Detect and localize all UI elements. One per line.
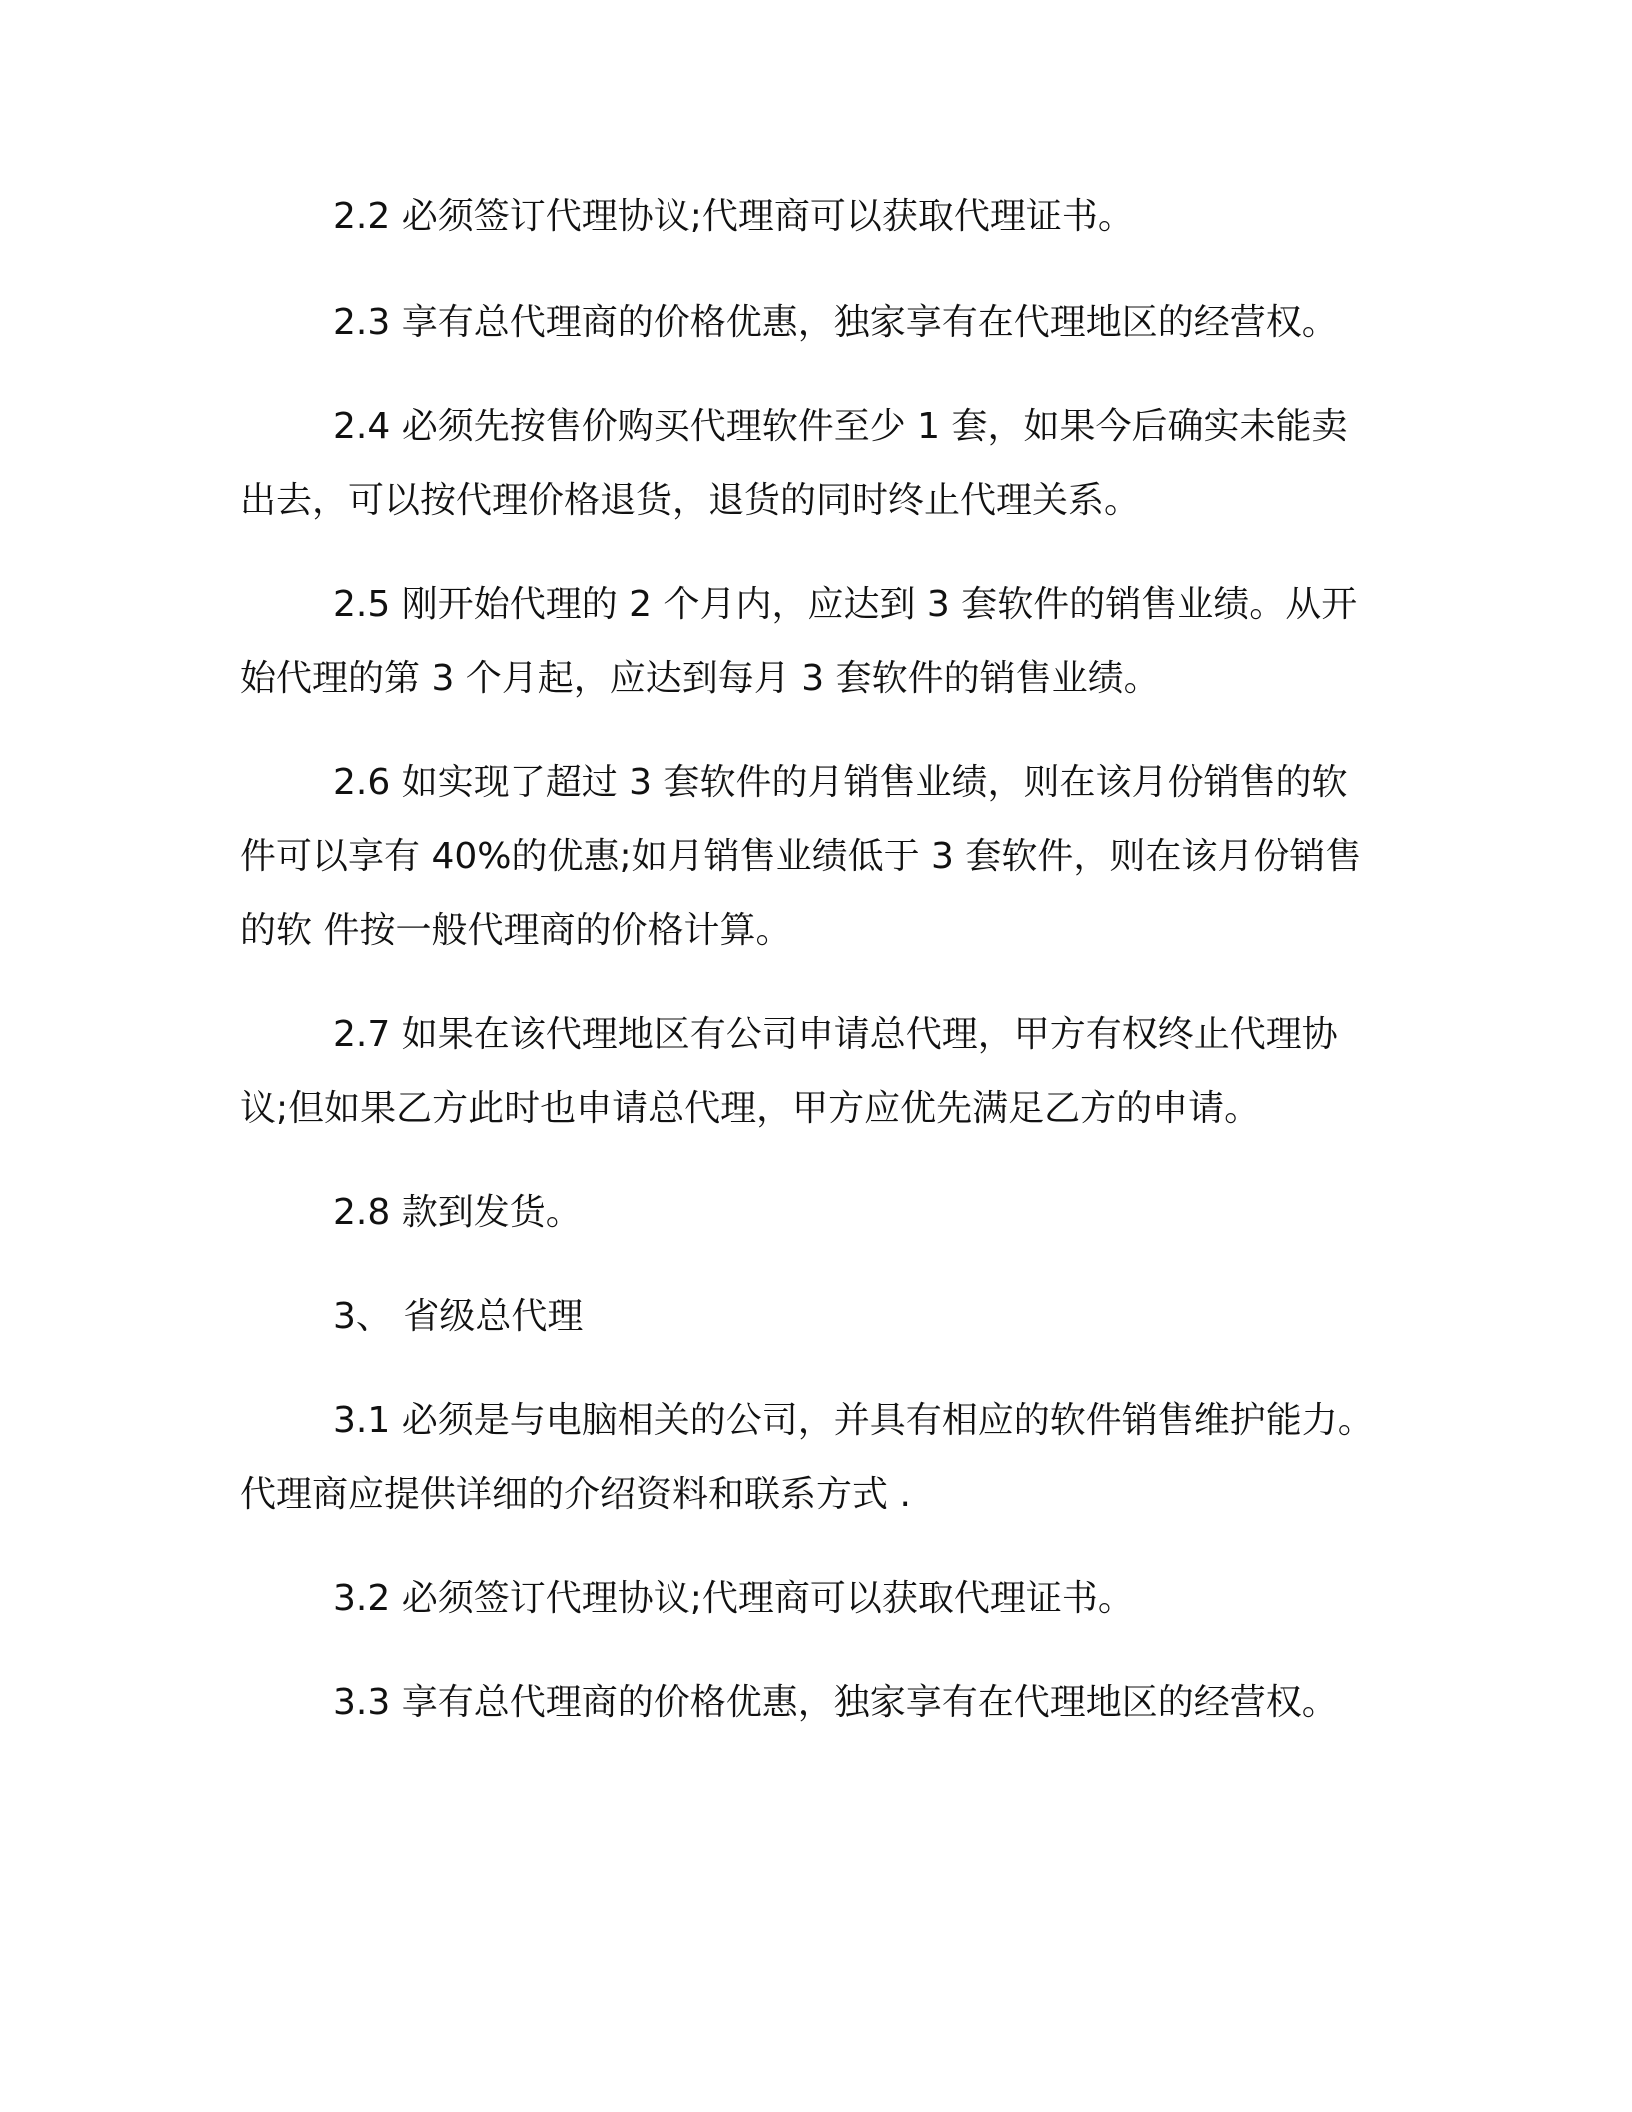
text-line: 议;但如果乙方此时也申请总代理，甲方应优先满足乙方的申请。 xyxy=(240,1088,1261,1129)
text-line: 3.2 必须签订代理协议;代理商可以获取代理证书。 xyxy=(333,1578,1134,1619)
text-line: 2.2 必须签订代理协议;代理商可以获取代理证书。 xyxy=(333,196,1134,237)
text-line: 2.7 如果在该代理地区有公司申请总代理，甲方有权终止代理协 xyxy=(333,1014,1338,1055)
text-line: 2.8 款到发货。 xyxy=(333,1192,582,1233)
text-line: 3.3 享有总代理商的价格优惠，独家享有在代理地区的经营权。 xyxy=(333,1682,1338,1723)
text-line: 2.6 如实现了超过 3 套软件的月销售业绩，则在该月份销售的软 xyxy=(333,762,1348,803)
text-line: 2.5 刚开始代理的 2 个月内，应达到 3 套软件的销售业绩。从开 xyxy=(333,584,1358,625)
text-line: 始代理的第 3 个月起，应达到每月 3 套软件的销售业绩。 xyxy=(240,658,1160,699)
text-line: 的软 件按一般代理商的价格计算。 xyxy=(240,910,792,951)
text-line: 出去，可以按代理价格退货，退货的同时终止代理关系。 xyxy=(240,480,1141,521)
text-line: 件可以享有 40%的优惠;如月销售业绩低于 3 套软件，则在该月份销售 xyxy=(240,836,1362,877)
text-line: 2.3 享有总代理商的价格优惠，独家享有在代理地区的经营权。 xyxy=(333,302,1338,343)
section-heading: 3、 省级总代理 xyxy=(333,1296,584,1337)
text-line: 代理商应提供详细的介绍资料和联系方式 . xyxy=(240,1474,911,1515)
text-line: 2.4 必须先按售价购买代理软件至少 1 套，如果今后确实未能卖 xyxy=(333,406,1348,447)
text-line: 3.1 必须是与电脑相关的公司，并具有相应的软件销售维护能力。 xyxy=(333,1400,1374,1441)
